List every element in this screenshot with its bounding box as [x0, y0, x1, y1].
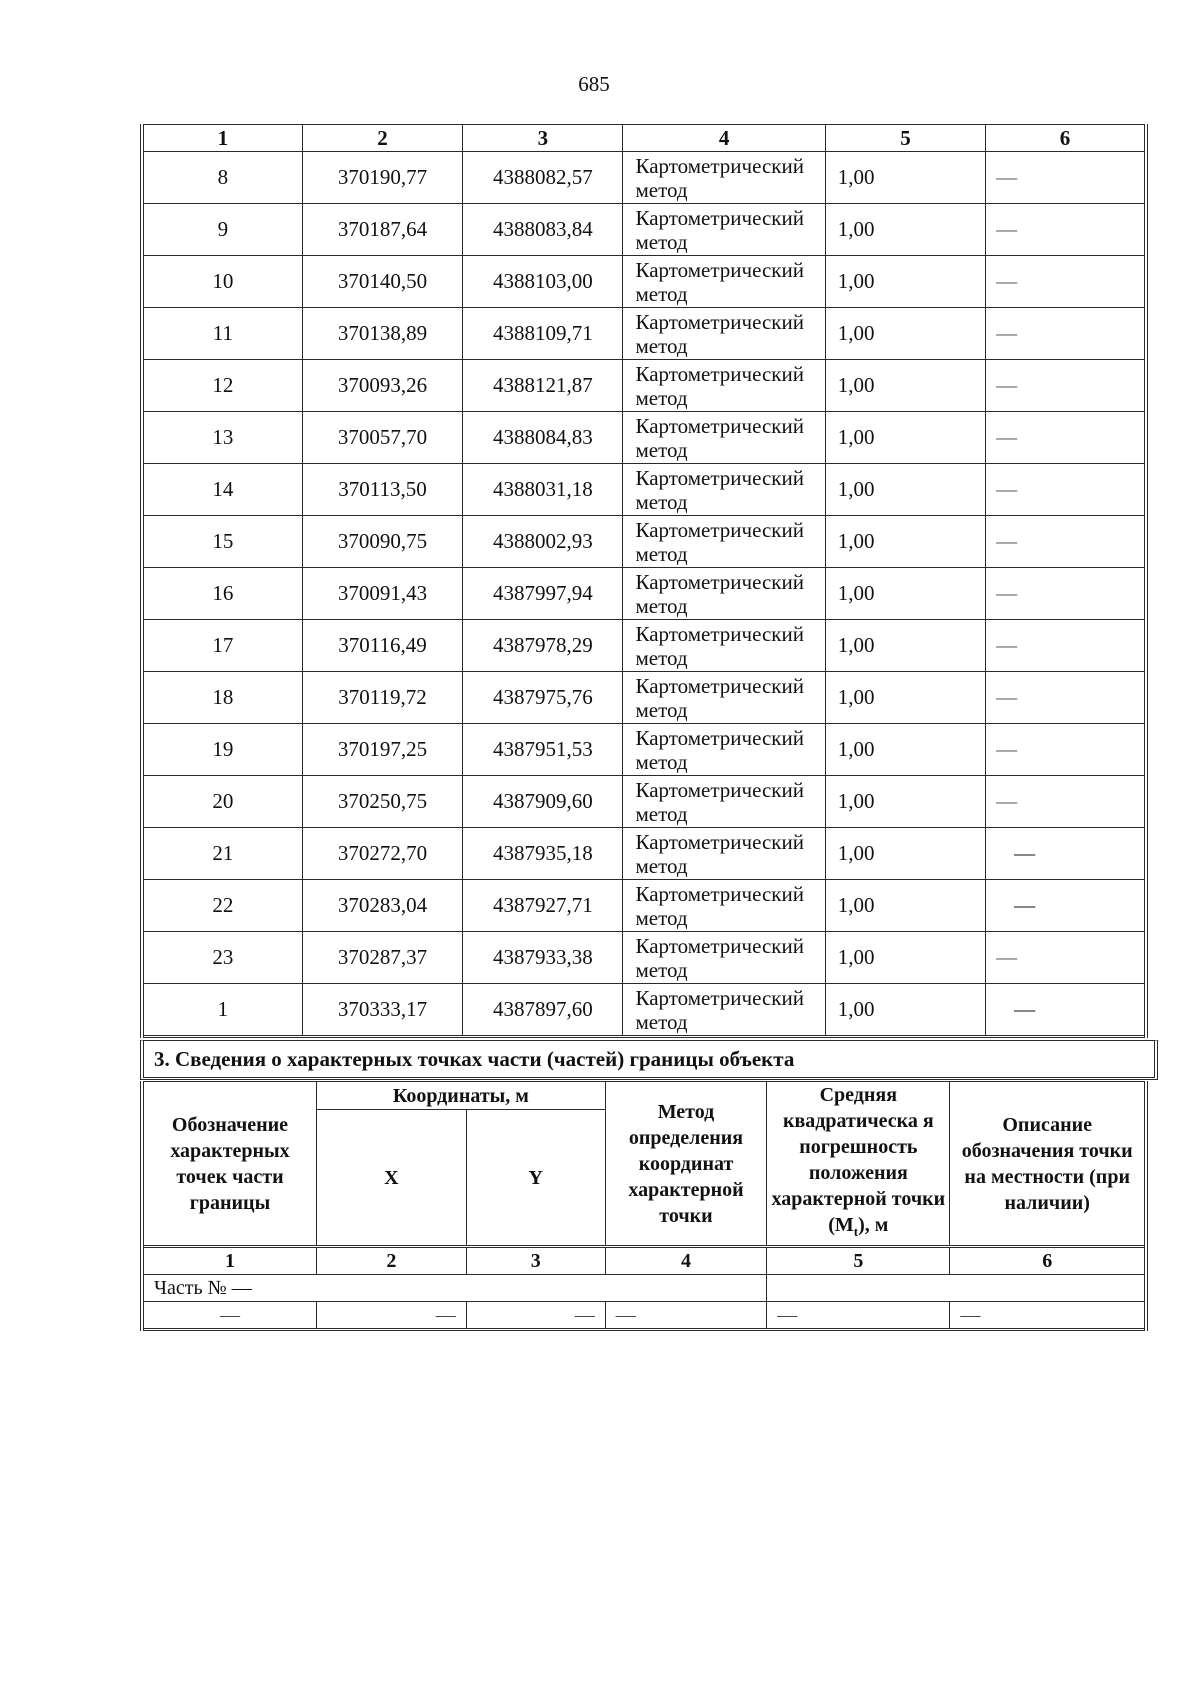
accuracy-value: 1,00: [825, 412, 985, 464]
description-value: —: [986, 256, 1146, 308]
method-line: Картометрический: [635, 257, 804, 282]
accuracy-value: 1,00: [825, 256, 985, 308]
column-number: 2: [302, 125, 462, 152]
table-row: [142, 152, 1146, 204]
point-number: 19: [142, 724, 302, 776]
table-cell: —: [317, 1302, 467, 1330]
method-line: метод: [635, 905, 688, 930]
method-cell: [623, 204, 825, 256]
y-coordinate: 4388083,84: [463, 204, 623, 256]
column-number: 6: [986, 125, 1146, 152]
description-value: —: [986, 464, 1146, 516]
description-value: —: [986, 620, 1146, 672]
method-line: Картометрический: [635, 985, 804, 1010]
table-row: [142, 204, 1146, 256]
table-row: [142, 984, 1146, 1037]
method-line: Картометрический: [635, 621, 804, 646]
method-line: метод: [635, 385, 688, 410]
x-coordinate: 370091,43: [302, 568, 462, 620]
method-header: Метод определения координат характерной точки: [605, 1082, 767, 1247]
x-coordinate: 370116,49: [302, 620, 462, 672]
y-header: Y: [466, 1110, 605, 1247]
point-number: 21: [142, 828, 302, 880]
method-line: метод: [635, 749, 688, 774]
table-row: [142, 880, 1146, 932]
x-coordinate: 370250,75: [302, 776, 462, 828]
point-number: 23: [142, 932, 302, 984]
accuracy-value: 1,00: [825, 672, 985, 724]
accuracy-value: 1,00: [825, 152, 985, 204]
column-number: 5: [825, 125, 985, 152]
method-cell: [623, 724, 825, 776]
point-number: 17: [142, 620, 302, 672]
method-line: метод: [635, 593, 688, 618]
method-line: Картометрический: [635, 725, 804, 750]
accuracy-header: [767, 1082, 950, 1247]
y-coordinate: 4387978,29: [463, 620, 623, 672]
x-coordinate: 370283,04: [302, 880, 462, 932]
accuracy-value: 1,00: [825, 828, 985, 880]
point-number: 18: [142, 672, 302, 724]
accuracy-value: 1,00: [825, 568, 985, 620]
part-label: Часть № —: [142, 1275, 767, 1302]
method-cell: [623, 828, 825, 880]
column-number: 4: [605, 1247, 767, 1275]
accuracy-header-text: Средняя квадратическа я погрешность положения характерной точки (M: [771, 1084, 946, 1236]
x-coordinate: 370287,37: [302, 932, 462, 984]
accuracy-value: 1,00: [825, 516, 985, 568]
method-cell: [623, 568, 825, 620]
accuracy-value: 1,00: [825, 308, 985, 360]
method-cell: [623, 308, 825, 360]
description-value: —: [986, 724, 1146, 776]
table-row: [142, 516, 1146, 568]
column-number: 3: [466, 1247, 605, 1275]
method-line: метод: [635, 177, 688, 202]
accuracy-value: 1,00: [825, 204, 985, 256]
method-line: Картометрический: [635, 413, 804, 438]
coordinates-header: Координаты, м: [317, 1082, 606, 1110]
description-value: —: [986, 880, 1146, 932]
method-cell: [623, 932, 825, 984]
method-line: Картометрический: [635, 153, 804, 178]
y-coordinate: 4387927,71: [463, 880, 623, 932]
accuracy-value: 1,00: [825, 620, 985, 672]
accuracy-header-unit: ), м: [858, 1214, 889, 1236]
table-row: [142, 360, 1146, 412]
column-number: 1: [142, 1247, 317, 1275]
method-line: метод: [635, 697, 688, 722]
accuracy-value: 1,00: [825, 360, 985, 412]
x-coordinate: 370093,26: [302, 360, 462, 412]
part-points-table: [140, 1081, 1148, 1331]
y-coordinate: 4387997,94: [463, 568, 623, 620]
method-line: метод: [635, 645, 688, 670]
x-coordinate: 370187,64: [302, 204, 462, 256]
column-number: 5: [767, 1247, 950, 1275]
x-coordinate: 370190,77: [302, 152, 462, 204]
method-cell: [623, 360, 825, 412]
part-empty-cell: [767, 1275, 1146, 1302]
table-row: [142, 672, 1146, 724]
x-coordinate: 370140,50: [302, 256, 462, 308]
x-coordinate: 370138,89: [302, 308, 462, 360]
method-line: Картометрический: [635, 673, 804, 698]
description-value: —: [986, 360, 1146, 412]
point-number: 10: [142, 256, 302, 308]
table-row: [142, 256, 1146, 308]
method-cell: [623, 620, 825, 672]
description-value: —: [986, 568, 1146, 620]
method-line: метод: [635, 437, 688, 462]
point-number: 1: [142, 984, 302, 1037]
accuracy-value: 1,00: [825, 932, 985, 984]
table-row: [142, 776, 1146, 828]
method-line: метод: [635, 541, 688, 566]
y-coordinate: 4388031,18: [463, 464, 623, 516]
y-coordinate: 4387935,18: [463, 828, 623, 880]
y-coordinate: 4388002,93: [463, 516, 623, 568]
column-number: 2: [317, 1247, 467, 1275]
y-coordinate: 4387933,38: [463, 932, 623, 984]
y-coordinate: 4388103,00: [463, 256, 623, 308]
description-value: —: [986, 932, 1146, 984]
x-coordinate: 370057,70: [302, 412, 462, 464]
point-number: 15: [142, 516, 302, 568]
accuracy-value: 1,00: [825, 776, 985, 828]
table-cell: —: [142, 1302, 317, 1330]
column-number: 4: [623, 125, 825, 152]
table-row: [142, 932, 1146, 984]
y-coordinate: 4388082,57: [463, 152, 623, 204]
accuracy-value: 1,00: [825, 464, 985, 516]
point-number: 16: [142, 568, 302, 620]
table-cell: —: [466, 1302, 605, 1330]
point-number: 8: [142, 152, 302, 204]
column-number: 3: [463, 125, 623, 152]
table-row: [142, 464, 1146, 516]
y-coordinate: 4387909,60: [463, 776, 623, 828]
x-coordinate: 370119,72: [302, 672, 462, 724]
method-line: метод: [635, 333, 688, 358]
description-value: —: [986, 308, 1146, 360]
part-row: [142, 1275, 1146, 1302]
table-cell: —: [605, 1302, 767, 1330]
table-row: [142, 412, 1146, 464]
method-line: Картометрический: [635, 829, 804, 854]
method-line: Картометрический: [635, 361, 804, 386]
table-row: [142, 1302, 1146, 1330]
method-cell: [623, 412, 825, 464]
method-line: Картометрический: [635, 933, 804, 958]
method-cell: [623, 516, 825, 568]
method-line: Картометрический: [635, 777, 804, 802]
description-value: —: [986, 412, 1146, 464]
table-row: [142, 828, 1146, 880]
description-value: —: [986, 152, 1146, 204]
method-line: метод: [635, 229, 688, 254]
x-coordinate: 370090,75: [302, 516, 462, 568]
point-number: 14: [142, 464, 302, 516]
accuracy-value: 1,00: [825, 984, 985, 1037]
method-line: Картометрический: [635, 881, 804, 906]
description-value: —: [986, 516, 1146, 568]
method-line: метод: [635, 1009, 688, 1034]
table-row: [142, 620, 1146, 672]
boundary-points-table: [140, 124, 1148, 1038]
method-line: Картометрический: [635, 205, 804, 230]
table-cell: —: [767, 1302, 950, 1330]
method-cell: [623, 152, 825, 204]
designation-header: Обозначение характерных точек части границы: [142, 1082, 317, 1247]
method-line: метод: [635, 957, 688, 982]
point-number: 22: [142, 880, 302, 932]
method-cell: [623, 880, 825, 932]
y-coordinate: 4387897,60: [463, 984, 623, 1037]
method-line: метод: [635, 853, 688, 878]
y-coordinate: 4387975,76: [463, 672, 623, 724]
page-number: 685: [578, 72, 610, 96]
point-number: 11: [142, 308, 302, 360]
column-number-row: [142, 125, 1146, 152]
column-number: 1: [142, 125, 302, 152]
accuracy-value: 1,00: [825, 880, 985, 932]
description-value: —: [986, 828, 1146, 880]
x-coordinate: 370113,50: [302, 464, 462, 516]
description-value: —: [986, 984, 1146, 1037]
method-cell: [623, 256, 825, 308]
y-coordinate: 4388109,71: [463, 308, 623, 360]
description-value: —: [986, 672, 1146, 724]
table-row: [142, 568, 1146, 620]
method-cell: [623, 776, 825, 828]
method-cell: [623, 672, 825, 724]
method-cell: [623, 984, 825, 1037]
method-cell: [623, 464, 825, 516]
method-line: метод: [635, 281, 688, 306]
method-line: Картометрический: [635, 309, 804, 334]
description-value: —: [986, 204, 1146, 256]
method-line: Картометрический: [635, 465, 804, 490]
column-number: 6: [950, 1247, 1146, 1275]
point-number: 13: [142, 412, 302, 464]
column-number-row: [142, 1247, 1146, 1275]
table-row: [142, 724, 1146, 776]
method-line: Картометрический: [635, 569, 804, 594]
y-coordinate: 4387951,53: [463, 724, 623, 776]
x-coordinate: 370272,70: [302, 828, 462, 880]
method-line: метод: [635, 489, 688, 514]
x-coordinate: 370197,25: [302, 724, 462, 776]
x-coordinate: 370333,17: [302, 984, 462, 1037]
description-header: Описание обозначения точки на местности (при наличии): [950, 1082, 1146, 1247]
x-header: X: [317, 1110, 467, 1247]
table-row: [142, 308, 1146, 360]
accuracy-header-subscript: t: [853, 1224, 859, 1239]
method-line: метод: [635, 801, 688, 826]
section-3-title: 3. Сведения о характерных точках части (частей) границы объекта: [140, 1040, 1158, 1080]
method-line: Картометрический: [635, 517, 804, 542]
header-row: [142, 1082, 1146, 1110]
y-coordinate: 4388084,83: [463, 412, 623, 464]
point-number: 12: [142, 360, 302, 412]
y-coordinate: 4388121,87: [463, 360, 623, 412]
point-number: 20: [142, 776, 302, 828]
accuracy-value: 1,00: [825, 724, 985, 776]
description-value: —: [986, 776, 1146, 828]
table-cell: —: [950, 1302, 1146, 1330]
point-number: 9: [142, 204, 302, 256]
